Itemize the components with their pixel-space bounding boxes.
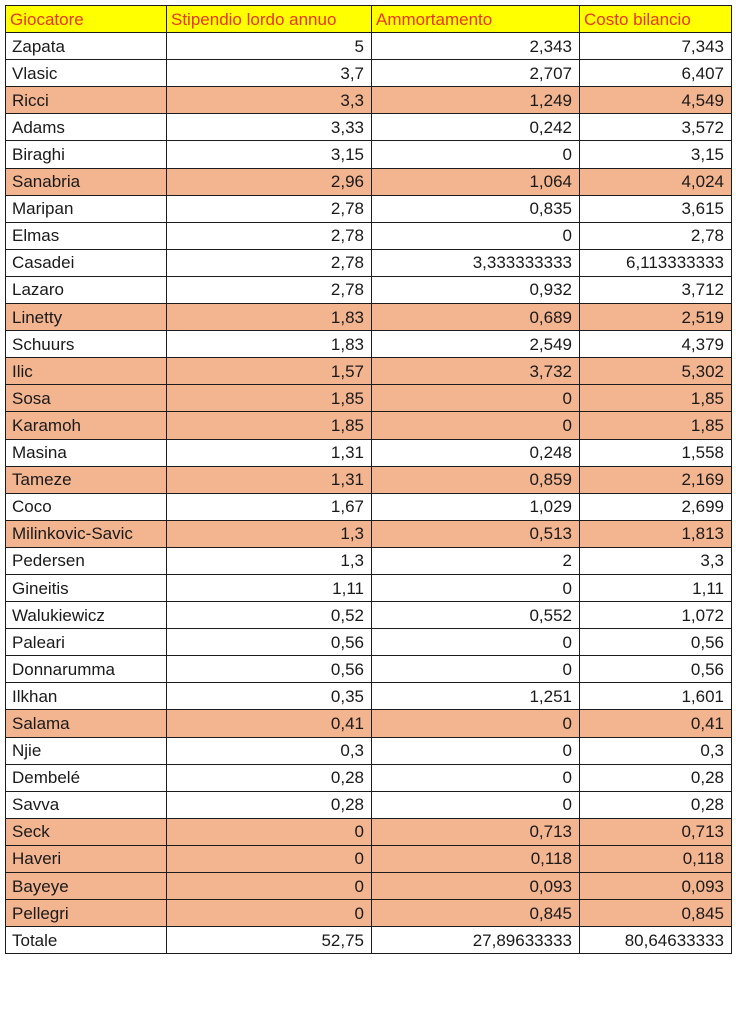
player-name-cell[interactable]: Bayeye (6, 873, 167, 900)
balance-cost-cell[interactable]: 6,113333333 (580, 249, 732, 276)
gross-salary-cell[interactable]: 3,7 (167, 60, 372, 87)
player-name-cell[interactable]: Linetty (6, 304, 167, 331)
gross-salary-cell[interactable]: 1,11 (167, 574, 372, 601)
amortization-cell[interactable]: 3,333333333 (372, 249, 580, 276)
table-row (6, 710, 732, 737)
balance-cost-cell[interactable]: 3,3 (580, 547, 732, 574)
player-name-cell[interactable]: Masina (6, 439, 167, 466)
player-name-cell[interactable]: Elmas (6, 222, 167, 249)
amortization-cell[interactable]: 0,093 (372, 873, 580, 900)
gross-salary-cell[interactable]: 0,41 (167, 710, 372, 737)
gross-salary-cell[interactable]: 2,78 (167, 249, 372, 276)
table-row (6, 87, 732, 114)
amortization-cell[interactable]: 0 (372, 710, 580, 737)
player-name-cell[interactable]: Walukiewicz (6, 602, 167, 629)
gross-salary-cell[interactable]: 0 (167, 873, 372, 900)
header-row (6, 6, 732, 33)
amortization-cell[interactable]: 0,689 (372, 304, 580, 331)
balance-cost-cell[interactable]: 4,549 (580, 87, 732, 114)
header-player[interactable]: Giocatore (6, 6, 167, 33)
balance-cost-cell[interactable]: 1,601 (580, 683, 732, 710)
balance-cost-cell[interactable]: 7,343 (580, 33, 732, 60)
balance-cost-cell[interactable]: 1,072 (580, 602, 732, 629)
balance-cost-cell[interactable]: 4,379 (580, 331, 732, 358)
balance-cost-cell[interactable]: 0,3 (580, 737, 732, 764)
table-row (6, 845, 732, 872)
balance-cost-cell[interactable]: 1,558 (580, 439, 732, 466)
player-name-cell[interactable]: Ilic (6, 358, 167, 385)
amortization-cell[interactable]: 0,242 (372, 114, 580, 141)
gross-salary-cell[interactable]: 3,33 (167, 114, 372, 141)
amortization-cell[interactable]: 1,064 (372, 168, 580, 195)
balance-cost-cell[interactable]: 2,78 (580, 222, 732, 249)
balance-cost-cell[interactable]: 5,302 (580, 358, 732, 385)
gross-salary-cell[interactable]: 3,3 (167, 87, 372, 114)
balance-cost-cell[interactable]: 4,024 (580, 168, 732, 195)
balance-cost-cell[interactable]: 0,56 (580, 629, 732, 656)
amortization-cell[interactable]: 0 (372, 791, 580, 818)
amortization-cell[interactable]: 2,549 (372, 331, 580, 358)
player-name-cell[interactable]: Biraghi (6, 141, 167, 168)
amortization-cell[interactable]: 2,343 (372, 33, 580, 60)
gross-salary-cell[interactable]: 0,52 (167, 602, 372, 629)
table-row (6, 683, 732, 710)
amortization-cell[interactable]: 0 (372, 222, 580, 249)
amortization-cell[interactable]: 1,029 (372, 493, 580, 520)
total-row (6, 927, 732, 954)
amortization-cell[interactable]: 0,932 (372, 276, 580, 303)
table-row (6, 304, 732, 331)
player-name-cell[interactable]: Pedersen (6, 547, 167, 574)
gross-salary-cell[interactable]: 2,96 (167, 168, 372, 195)
table-row (6, 466, 732, 493)
table-row (6, 331, 732, 358)
amortization-cell[interactable]: 0,713 (372, 818, 580, 845)
balance-cost-cell[interactable]: 2,519 (580, 304, 732, 331)
player-cost-table (5, 5, 732, 954)
total-amortization[interactable]: 27,89633333 (372, 927, 580, 954)
total-cost[interactable]: 80,64633333 (580, 927, 732, 954)
gross-salary-cell[interactable]: 0,35 (167, 683, 372, 710)
amortization-cell[interactable]: 0 (372, 574, 580, 601)
table-row (6, 141, 732, 168)
balance-cost-cell[interactable]: 0,28 (580, 764, 732, 791)
balance-cost-cell[interactable]: 2,169 (580, 466, 732, 493)
amortization-cell[interactable]: 0 (372, 385, 580, 412)
amortization-cell[interactable]: 0,835 (372, 195, 580, 222)
player-name-cell[interactable]: Karamoh (6, 412, 167, 439)
balance-cost-cell[interactable]: 1,85 (580, 412, 732, 439)
gross-salary-cell[interactable]: 1,85 (167, 412, 372, 439)
balance-cost-cell[interactable]: 3,712 (580, 276, 732, 303)
gross-salary-cell[interactable]: 0 (167, 845, 372, 872)
player-name-cell[interactable]: Donnarumma (6, 656, 167, 683)
gross-salary-cell[interactable]: 0 (167, 818, 372, 845)
player-name-cell[interactable]: Milinkovic-Savic (6, 520, 167, 547)
table-row (6, 33, 732, 60)
amortization-cell[interactable]: 0 (372, 412, 580, 439)
player-name-cell[interactable]: Casadei (6, 249, 167, 276)
player-name-cell[interactable]: Vlasic (6, 60, 167, 87)
table-row (6, 791, 732, 818)
player-name-cell[interactable]: Salama (6, 710, 167, 737)
table-row (6, 737, 732, 764)
table-row (6, 222, 732, 249)
header-gross-salary[interactable]: Stipendio lordo annuo (167, 6, 372, 33)
table-body (6, 33, 732, 927)
player-name-cell[interactable]: Sanabria (6, 168, 167, 195)
gross-salary-cell[interactable]: 1,85 (167, 385, 372, 412)
player-name-cell[interactable]: Lazaro (6, 276, 167, 303)
table-row (6, 873, 732, 900)
table-row (6, 574, 732, 601)
balance-cost-cell[interactable]: 0,093 (580, 873, 732, 900)
balance-cost-cell[interactable]: 6,407 (580, 60, 732, 87)
gross-salary-cell[interactable]: 1,3 (167, 547, 372, 574)
balance-cost-cell[interactable]: 1,813 (580, 520, 732, 547)
amortization-cell[interactable]: 0 (372, 141, 580, 168)
amortization-cell[interactable]: 0,552 (372, 602, 580, 629)
balance-cost-cell[interactable]: 3,572 (580, 114, 732, 141)
player-name-cell[interactable]: Paleari (6, 629, 167, 656)
gross-salary-cell[interactable]: 1,57 (167, 358, 372, 385)
amortization-cell[interactable]: 0,859 (372, 466, 580, 493)
amortization-cell[interactable]: 3,732 (372, 358, 580, 385)
player-name-cell[interactable]: Haveri (6, 845, 167, 872)
gross-salary-cell[interactable]: 0,3 (167, 737, 372, 764)
player-name-cell[interactable]: Schuurs (6, 331, 167, 358)
player-name-cell[interactable]: Pellegri (6, 900, 167, 927)
table-row (6, 168, 732, 195)
table-row (6, 276, 732, 303)
table-row (6, 520, 732, 547)
table-row (6, 439, 732, 466)
header-balance-cost[interactable]: Costo bilancio (580, 6, 732, 33)
amortization-cell[interactable]: 0 (372, 764, 580, 791)
gross-salary-cell[interactable]: 0 (167, 900, 372, 927)
amortization-cell[interactable]: 2,707 (372, 60, 580, 87)
player-name-cell[interactable]: Sosa (6, 385, 167, 412)
player-name-cell[interactable]: Ilkhan (6, 683, 167, 710)
balance-cost-cell[interactable]: 0,845 (580, 900, 732, 927)
balance-cost-cell[interactable]: 0,41 (580, 710, 732, 737)
table-row (6, 547, 732, 574)
balance-cost-cell[interactable]: 0,56 (580, 656, 732, 683)
gross-salary-cell[interactable]: 0,56 (167, 656, 372, 683)
player-name-cell[interactable]: Seck (6, 818, 167, 845)
gross-salary-cell[interactable]: 2,78 (167, 276, 372, 303)
table-row (6, 358, 732, 385)
table-row (6, 60, 732, 87)
gross-salary-cell[interactable]: 1,83 (167, 304, 372, 331)
table-row (6, 602, 732, 629)
balance-cost-cell[interactable]: 0,28 (580, 791, 732, 818)
player-name-cell[interactable]: Savva (6, 791, 167, 818)
gross-salary-cell[interactable]: 3,15 (167, 141, 372, 168)
spreadsheet (5, 5, 731, 954)
player-name-cell[interactable]: Coco (6, 493, 167, 520)
amortization-cell[interactable]: 0,513 (372, 520, 580, 547)
gross-salary-cell[interactable]: 2,78 (167, 222, 372, 249)
balance-cost-cell[interactable]: 1,11 (580, 574, 732, 601)
gross-salary-cell[interactable]: 2,78 (167, 195, 372, 222)
balance-cost-cell[interactable]: 3,15 (580, 141, 732, 168)
table-row (6, 656, 732, 683)
amortization-cell[interactable]: 1,249 (372, 87, 580, 114)
table-row (6, 249, 732, 276)
amortization-cell[interactable]: 1,251 (372, 683, 580, 710)
player-name-cell[interactable]: Njie (6, 737, 167, 764)
amortization-cell[interactable]: 0,248 (372, 439, 580, 466)
table-row (6, 818, 732, 845)
gross-salary-cell[interactable]: 5 (167, 33, 372, 60)
table-row (6, 764, 732, 791)
table-row (6, 900, 732, 927)
player-name-cell[interactable]: Gineitis (6, 574, 167, 601)
player-name-cell[interactable]: Dembelé (6, 764, 167, 791)
amortization-cell[interactable]: 0,845 (372, 900, 580, 927)
player-name-cell[interactable]: Tameze (6, 466, 167, 493)
table-row (6, 629, 732, 656)
gross-salary-cell[interactable]: 0,28 (167, 791, 372, 818)
player-name-cell[interactable]: Ricci (6, 87, 167, 114)
amortization-cell[interactable]: 0 (372, 629, 580, 656)
gross-salary-cell[interactable]: 1,31 (167, 466, 372, 493)
balance-cost-cell[interactable]: 1,85 (580, 385, 732, 412)
player-name-cell[interactable]: Zapata (6, 33, 167, 60)
balance-cost-cell[interactable]: 3,615 (580, 195, 732, 222)
gross-salary-cell[interactable]: 1,3 (167, 520, 372, 547)
balance-cost-cell[interactable]: 0,713 (580, 818, 732, 845)
balance-cost-cell[interactable]: 2,699 (580, 493, 732, 520)
table-row (6, 412, 732, 439)
gross-salary-cell[interactable]: 1,31 (167, 439, 372, 466)
amortization-cell[interactable]: 2 (372, 547, 580, 574)
table-row (6, 493, 732, 520)
table-row (6, 385, 732, 412)
amortization-cell[interactable]: 0,118 (372, 845, 580, 872)
player-name-cell[interactable]: Maripan (6, 195, 167, 222)
amortization-cell[interactable]: 0 (372, 656, 580, 683)
gross-salary-cell[interactable]: 0,28 (167, 764, 372, 791)
gross-salary-cell[interactable]: 1,67 (167, 493, 372, 520)
table-row (6, 195, 732, 222)
table-row (6, 114, 732, 141)
gross-salary-cell[interactable]: 1,83 (167, 331, 372, 358)
balance-cost-cell[interactable]: 0,118 (580, 845, 732, 872)
header-amortization[interactable]: Ammortamento (372, 6, 580, 33)
total-salary[interactable]: 52,75 (167, 927, 372, 954)
player-name-cell[interactable]: Adams (6, 114, 167, 141)
total-label[interactable]: Totale (6, 927, 167, 954)
gross-salary-cell[interactable]: 0,56 (167, 629, 372, 656)
amortization-cell[interactable]: 0 (372, 737, 580, 764)
